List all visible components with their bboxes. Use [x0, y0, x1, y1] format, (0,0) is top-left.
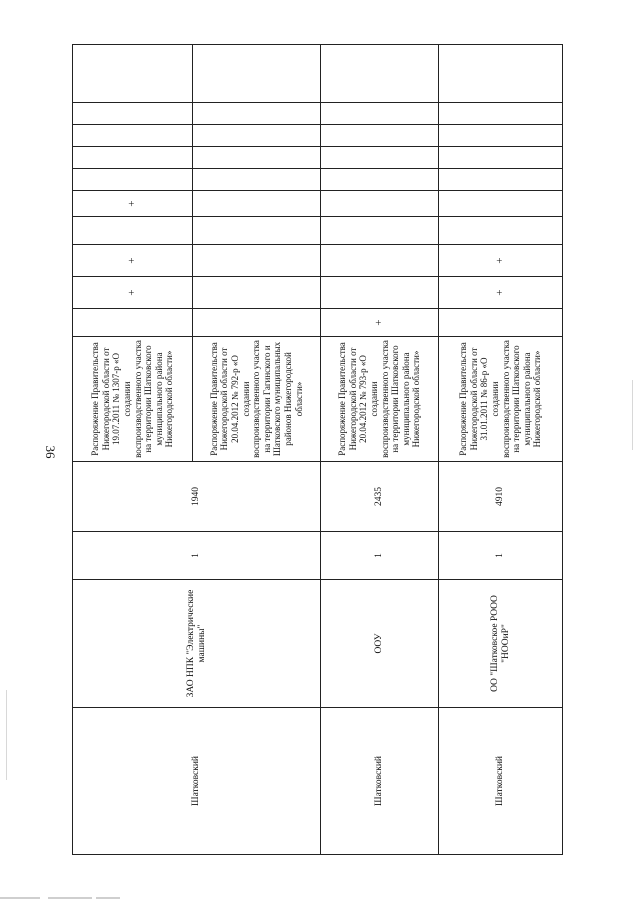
mark-cell: [193, 125, 321, 147]
table-row: [321, 45, 439, 855]
mark-cell: [193, 245, 321, 277]
table-row: [439, 45, 563, 855]
mark-cell: +: [439, 245, 563, 277]
mark-cell: [73, 125, 193, 147]
area-cell: 4910: [439, 462, 563, 532]
organization-cell: ОО "Шатковское РООО "НООиР": [439, 580, 563, 708]
rotated-table-container: [72, 65, 562, 855]
mark-cell: [321, 217, 439, 245]
count-cell: 1: [73, 532, 321, 580]
count-cell: 1: [439, 532, 563, 580]
table-row: [73, 45, 193, 855]
mark-cell: [193, 217, 321, 245]
scan-artifact: [632, 380, 633, 450]
mark-cell: +: [73, 277, 193, 309]
mark-cell: [73, 309, 193, 337]
mark-cell: +: [73, 191, 193, 217]
mark-cell: [321, 191, 439, 217]
area-cell: 2435: [321, 462, 439, 532]
document-cell: Распоряжение Правительства Нижегородской области от 31.01.2011 № 86-р «О создании воспроизводственного участка на территории Шатковского муниципального района Нижегородской области»: [439, 337, 563, 462]
mark-cell: [321, 277, 439, 309]
mark-cell: [193, 277, 321, 309]
mark-cell: [193, 45, 321, 103]
district-cell: Шатковский: [439, 708, 563, 855]
mark-cell: [321, 103, 439, 125]
mark-cell: [321, 147, 439, 169]
area-cell: 1940: [73, 462, 321, 532]
mark-cell: [439, 103, 563, 125]
organization-cell: ООУ: [321, 580, 439, 708]
scan-artifact: [6, 690, 7, 780]
mark-cell: [439, 191, 563, 217]
mark-cell: [193, 191, 321, 217]
document-cell: Распоряжение Правительства Нижегородской области от 20.04.2012 № 792-р «О создании воспроизводственного участка на территории Гагинского и Шатковского муниципальных районов Нижегородской области»: [193, 337, 321, 462]
mark-cell: [73, 169, 193, 191]
district-cell: Шатковский: [321, 708, 439, 855]
mark-cell: [439, 309, 563, 337]
mark-cell: [193, 103, 321, 125]
mark-cell: +: [321, 309, 439, 337]
mark-cell: [73, 45, 193, 103]
mark-cell: [193, 147, 321, 169]
document-cell: Распоряжение Правительства Нижегородской области от 20.04.2012 № 793-р «О создании воспроизводственного участка на территории Шатковского муниципального района Нижегородской области»: [321, 337, 439, 462]
mark-cell: [439, 217, 563, 245]
mark-cell: [321, 169, 439, 191]
mark-cell: [73, 103, 193, 125]
scan-artifact: [48, 897, 92, 899]
mark-cell: [193, 309, 321, 337]
page-number: 36: [43, 445, 58, 459]
mark-cell: [321, 125, 439, 147]
scan-artifact: [0, 897, 40, 899]
mark-cell: [439, 45, 563, 103]
district-cell: Шатковский: [73, 708, 321, 855]
mark-cell: [439, 147, 563, 169]
mark-cell: [321, 245, 439, 277]
mark-cell: [73, 147, 193, 169]
organization-cell: ЗАО НПК "Электрические машины": [73, 580, 321, 708]
mark-cell: +: [439, 277, 563, 309]
mark-cell: [439, 125, 563, 147]
mark-cell: [321, 45, 439, 103]
mark-cell: [193, 169, 321, 191]
scan-artifact: [96, 897, 120, 899]
mark-cell: [439, 169, 563, 191]
hunting-grounds-table: [72, 44, 563, 855]
mark-cell: +: [73, 245, 193, 277]
count-cell: 1: [321, 532, 439, 580]
mark-cell: [73, 217, 193, 245]
document-cell: Распоряжение Правительства Нижегородской области от 19.07.2011 № 1307-р «О создании воспроизводственного участка на территории Шатковского муниципального района Нижегородской области»: [73, 337, 193, 462]
